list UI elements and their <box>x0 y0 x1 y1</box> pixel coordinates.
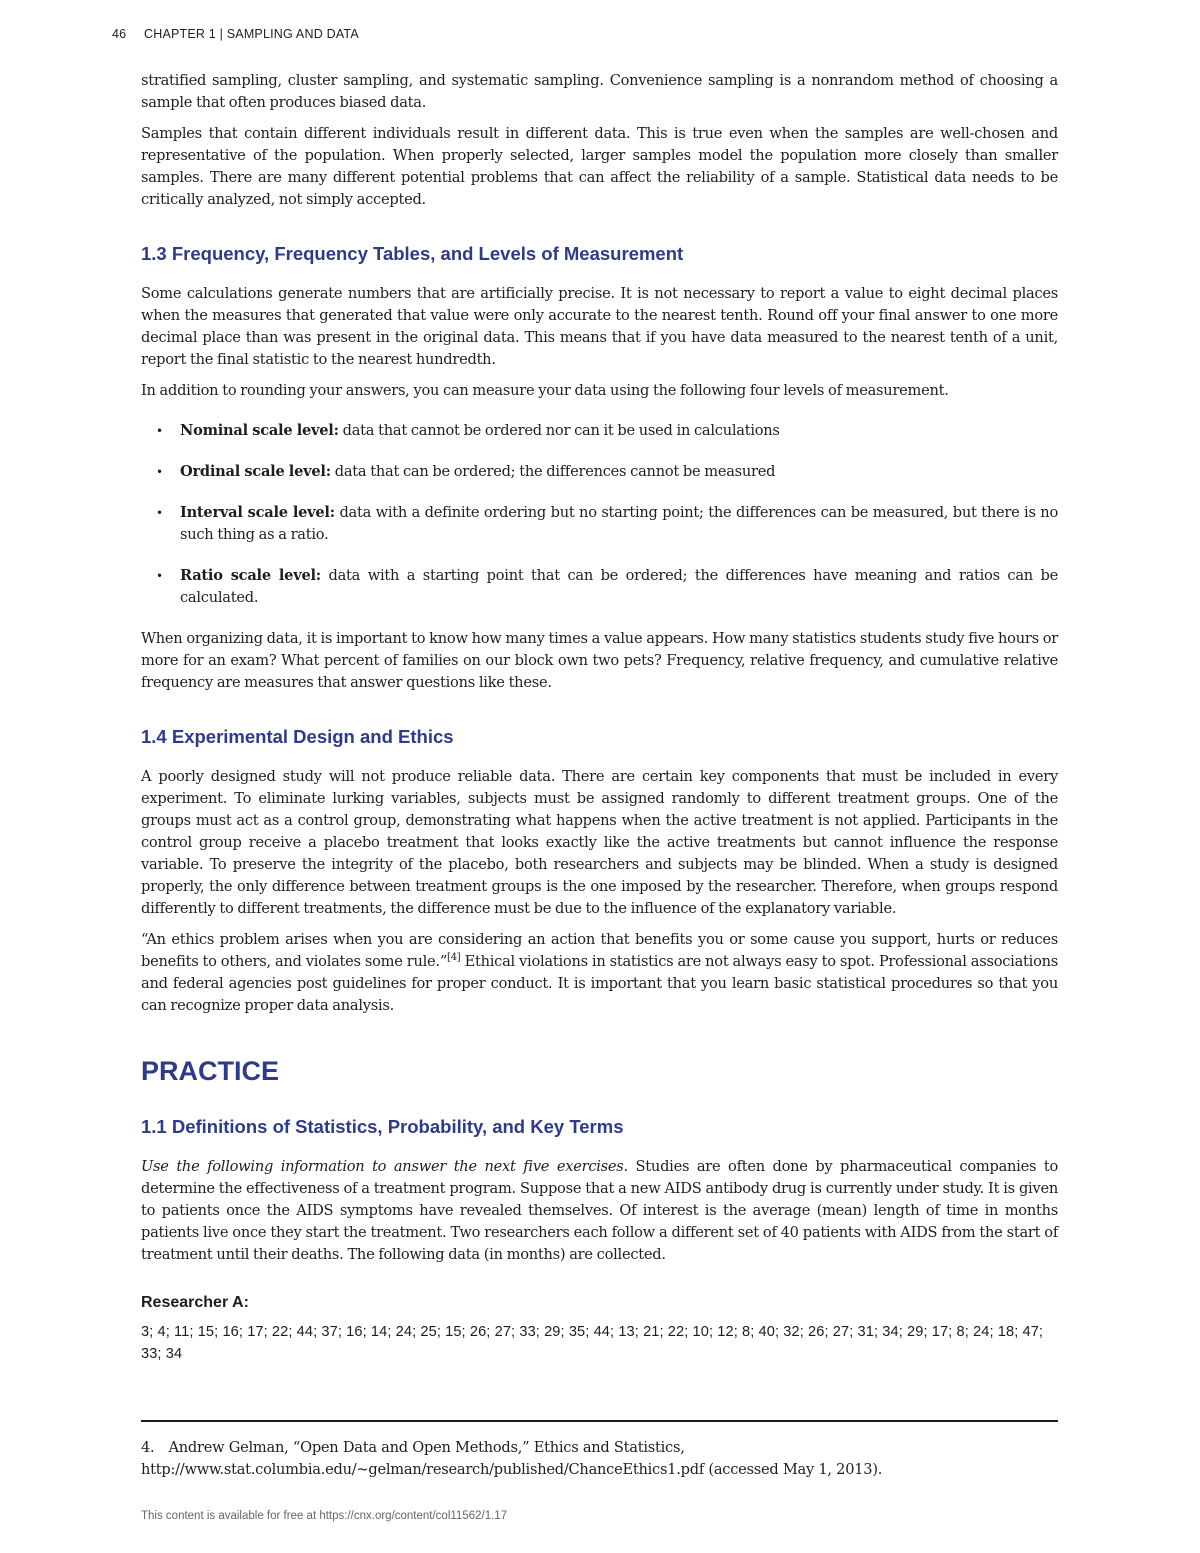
practice-paragraph <box>141 1156 1058 1266</box>
bullet-icon: • <box>156 569 163 583</box>
level-description: data with a starting point that can be ordered; the differences have meaning and ratios can be calculated. <box>180 567 1059 606</box>
footnote-reference[interactable]: [4] <box>447 952 461 963</box>
page-number: 46 <box>112 27 127 41</box>
practice-section-heading: 1.1 Definitions of Statistics, Probability, and Key Terms <box>141 1116 624 1137</box>
level-term: Ordinal scale level: <box>180 463 331 480</box>
section-1-3-paragraph-2: In addition to rounding your answers, you can measure your data using the following four levels of measurement. <box>141 382 949 399</box>
footnote-number: 4. <box>141 1439 155 1456</box>
section-heading-1-4: 1.4 Experimental Design and Ethics <box>141 726 454 747</box>
intro-paragraph-2: Samples that contain different individuals result in different data. This is true even when the samples are well-chosen and representative of the population. When properly selected, larger samples model the population more closely than smaller samples. There are many different potential problems that can affect the reliability of a sample. Statistical data needs to be critically analyzed, not simply accepted. <box>141 125 1058 208</box>
section-1-4-paragraph-2 <box>141 929 1058 1017</box>
footnote <box>141 1437 1058 1481</box>
practice-heading: PRACTICE <box>141 1056 280 1086</box>
list-item <box>141 420 1058 442</box>
section-heading-1-3: 1.3 Frequency, Frequency Tables, and Levels of Measurement <box>141 243 684 264</box>
footnote-text: Andrew Gelman, “Open Data and Open Methods,” Ethics and Statistics, http://www.stat.columbia.edu/~gelman/research/published/ChanceEthics1.pdf (accessed May 1, 2013). <box>141 1439 883 1478</box>
bullet-icon: • <box>156 424 163 438</box>
ethics-followup: Ethical violations in statistics are not always easy to spot. Professional associations and federal agencies post guidelines for proper conduct. It is important that you learn basic statistical procedures so that you can recognize proper data analysis. <box>141 953 1058 1014</box>
main-content <box>141 70 1058 1365</box>
list-item <box>141 565 1058 609</box>
researcher-label: Researcher A: <box>141 1294 249 1311</box>
ethics-quote: “An ethics problem arises when you are considering an action that benefits you or some cause you support, hurts or reduces benefits to others, and violates some rule.” <box>141 931 1058 970</box>
intro-paragraph-1: stratified sampling, cluster sampling, and systematic sampling. Convenience sampling is a nonrandom method of choosing a sample that often produces biased data. <box>141 72 1058 111</box>
list-item <box>141 461 1058 483</box>
level-term: Interval scale level: <box>180 504 335 521</box>
level-term: Nominal scale level: <box>180 422 339 439</box>
list-item <box>141 502 1058 546</box>
chapter-title: CHAPTER 1 | SAMPLING AND DATA <box>144 27 359 41</box>
bullet-icon: • <box>156 506 163 520</box>
page-footer: This content is available for free at https://cnx.org/content/col11562/1.17 <box>141 1510 508 1522</box>
levels-of-measurement-list <box>141 420 1058 609</box>
bullet-icon: • <box>156 465 163 479</box>
level-description: data that can be ordered; the differences cannot be measured <box>330 463 776 480</box>
level-term: Ratio scale level: <box>180 567 321 584</box>
level-description: data that cannot be ordered nor can it be used in calculations <box>338 422 780 439</box>
running-header <box>112 27 359 41</box>
section-1-4-paragraph-1: A poorly designed study will not produce reliable data. There are certain key components that must be included in every experiment. To eliminate lurking variables, subjects must be assigned randomly to different treatment groups. One of the groups must act as a control group, demonstrating what happens when the active treatment is not applied. Participants in the control group receive a placebo treatment that looks exactly like the active treatments but cannot influence the response variable. To preserve the integrity of the placebo, both researchers and subjects may be blinded. When a study is designed properly, the only difference between treatment groups is the one imposed by the researcher. Therefore, when groups respond differently to different treatments, the difference must be due to the influence of the explanatory variable. <box>141 768 1058 917</box>
exercise-context: Studies are often done by pharmaceutical companies to determine the effectiveness of a treatment program. Suppose that a new AIDS antibody drug is currently under study. It is given to patients once the AIDS symptoms have revealed themselves. Of interest is the average (mean) length of time in months patients live once they start the treatment. Two researchers each follow a different set of 40 patients with AIDS from the start of treatment until their deaths. The following data (in months) are collected. <box>141 1158 1058 1263</box>
section-1-3-paragraph-3: When organizing data, it is important to know how many times a value appears. How many statistics students study five hours or more for an exam? What percent of families on our block own two pets? Frequency, relative frequency, and cumulative relative frequency are measures that answer questions like these. <box>141 630 1058 691</box>
exercise-instruction: Use the following information to answer the next five exercises. <box>141 1158 628 1175</box>
researcher-data: 3; 4; 11; 15; 16; 17; 22; 44; 37; 16; 14; 24; 25; 15; 26; 27; 33; 29; 35; 44; 13; 21; 22; 10; 12; 8; 40; 32; 26; 27; 31; 34; 29; 17; 8; 24; 18; 47; 33; 34 <box>141 1324 1044 1362</box>
level-description: data with a definite ordering but no starting point; the differences can be measured, but there is no such thing as a ratio. <box>180 504 1058 543</box>
section-1-3-paragraph-1: Some calculations generate numbers that are artificially precise. It is not necessary to report a value to eight decimal places when the measures that generated that value were only accurate to the nearest tenth. Round off your final answer to one more decimal place than was present in the original data. This means that if you have data measured to the nearest tenth of a unit, report the final statistic to the nearest hundredth. <box>141 285 1058 368</box>
footnote-divider <box>141 1420 1058 1422</box>
